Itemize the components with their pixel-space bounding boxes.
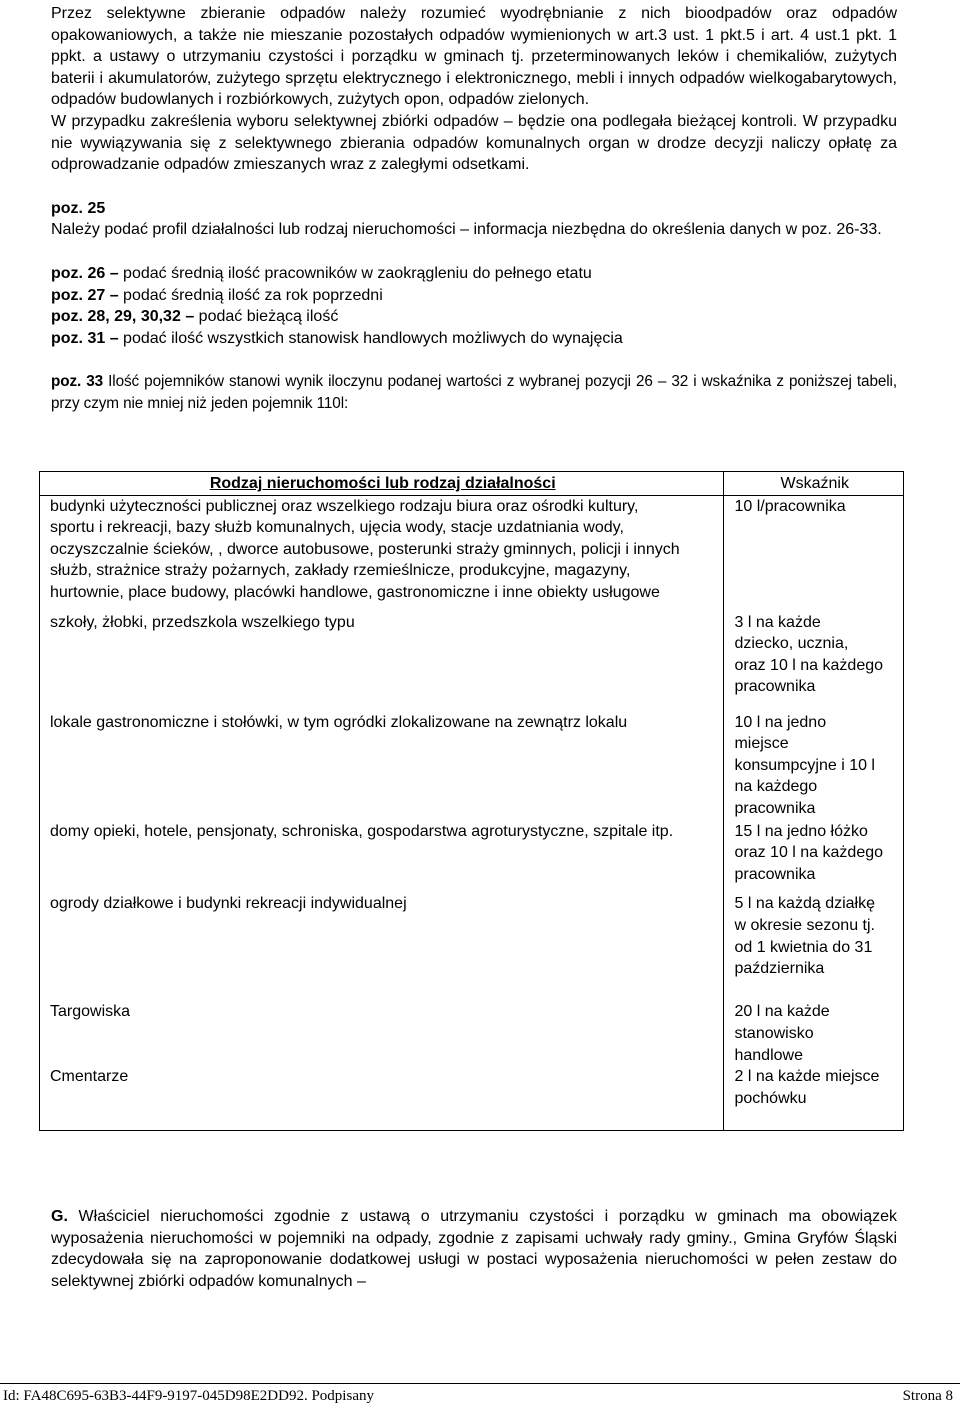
table-header-row — [40, 472, 904, 496]
poz33-text: Ilość pojemników stanowi wynik iloczynu podanej wartości z wybranej pozycji 26 – 32 i wskaźnika z poniższej tabeli, przy czym nie mniej niż jeden pojemnik 110l: — [51, 373, 898, 412]
table-cell-index: 10 l/pracownika — [724, 495, 904, 603]
header-property-type: Rodzaj nieruchomości lub rodzaj działalności — [40, 472, 724, 496]
table-cell-type: Targowiska — [40, 1001, 724, 1066]
poz-list — [51, 263, 897, 349]
table-cell-index: 2 l na każde miejsce pochówku — [724, 1066, 904, 1131]
table-cell-type: Cmentarze — [40, 1066, 724, 1131]
table-row — [40, 1001, 904, 1066]
fee-text: W przypadku nie wywiązywania się z selektywnego zbierania odpadów komunalnych organ w drodze decyzji naliczy opłatę za odprowadzanie odpadów zmieszanych wraz z zaległymi odsetkami. — [51, 112, 897, 174]
selective-collection-paragraph: Przez selektywne zbieranie odpadów należy rozumieć wyodrębnianie z nich bioodpadów oraz odpadów opakowaniowych, a także nie mieszanie pozostałych odpadów wymienionych w art.3 ust. 1 pkt.5 i art. 4 ust.1 pkt. 1 ppkt. a ustawy o utrzymaniu czystości i porządku w gminach tj. przeterminowanych leków i chemikaliów, zużytych baterii i akumulatorów, zużytego sprzętu elektrycznego i elektronicznego, mebli i innych odpadów wielkogabarytowych, odpadów budowlanych i rozbiórkowych, zużytych opon, odpadów zielonych. — [51, 5, 897, 109]
page-number: Strona 8 — [902, 1388, 953, 1404]
table-cell-type: ogrody działkowe i budynki rekreacji indywidualnej — [40, 885, 724, 1001]
control-paragraph — [51, 111, 897, 176]
section-g — [51, 1206, 897, 1292]
section-g-label: G. — [51, 1208, 68, 1225]
poz-list-item: poz. 31 – podać ilość wszystkich stanowisk handlowych możliwych do wynajęcia — [51, 329, 623, 347]
header-index: Wskaźnik — [724, 472, 904, 496]
table-row — [40, 495, 904, 603]
table-cell-type: szkoły, żłobki, przedszkola wszelkiego typu — [40, 604, 724, 712]
poz33-paragraph — [51, 371, 897, 414]
table-cell-index: 10 l na jedno miejsce konsumpcyjne i 10 l na każdego pracownika — [724, 712, 904, 820]
table-cell-index: 5 l na każdą działkę w okresie sezonu tj. od 1 kwietnia do 31 października — [724, 885, 904, 1001]
table-row — [40, 1066, 904, 1131]
poz33-label: poz. 33 — [51, 373, 104, 391]
poz-list-item: poz. 27 – podać średnią ilość za rok poprzedni — [51, 286, 383, 304]
table-cell-index: 15 l na jedno łóżko oraz 10 l na każdego pracownika — [724, 820, 904, 886]
document-id: Id: FA48C695-63B3-44F9-9197-045D98E2DD92. Podpisany — [3, 1388, 374, 1404]
poz25-text: Należy podać profil działalności lub rodzaj nieruchomości – informacja niezbędna do określenia danych w poz. 26-33. — [51, 221, 882, 239]
table-row — [40, 820, 904, 886]
poz-list-item: poz. 26 – podać średnią ilość pracowników w zaokrągleniu do pełnego etatu — [51, 264, 592, 282]
poz25-label: poz. 25 — [51, 199, 106, 217]
poz-list-item: poz. 28, 29, 30,32 – podać bieżącą ilość — [51, 308, 339, 326]
table-row — [40, 885, 904, 1001]
table-row — [40, 712, 904, 820]
footer-divider — [0, 1383, 960, 1384]
control-text: W przypadku zakreślenia wyboru selektywnej zbiórki odpadów – będzie ona podlegała bieżącej kontroli. — [51, 112, 798, 130]
table-cell-type: budynki użyteczności publicznej oraz wszelkiego rodzaju biura oraz ośrodki kultury, sportu i rekreacji, bazy służb komunalnych, ujęcia wody, stacje uzdatniania wody, oczyszczalnie ścieków, , dworce autobusowe, posterunki straży gminnych, policji i innych służb, strażnice straży pożarnych, zakłady rzemieślnicze, produkcyjne, magazyny, hurtownie, place budowy, placówki handlowe, gastronomiczne i inne obiekty usługowe — [40, 495, 724, 603]
section-g-paragraph — [51, 1206, 897, 1292]
table-cell-index: 3 l na każde dziecko, ucznia, oraz 10 l na każdego pracownika — [724, 604, 904, 712]
container-index-table — [39, 471, 904, 1131]
table-cell-index: 20 l na każde stanowisko handlowe — [724, 1001, 904, 1066]
table-row — [40, 604, 904, 712]
poz25-block — [51, 198, 897, 241]
table-cell-type: domy opieki, hotele, pensjonaty, schroniska, gospodarstwa agroturystyczne, szpitale itp. — [40, 820, 724, 886]
table-cell-type: lokale gastronomiczne i stołówki, w tym ogródki zlokalizowane na zewnątrz lokalu — [40, 712, 724, 820]
section-g-text: Właściciel nieruchomości zgodnie z ustawą o utrzymaniu czystości i porządku w gminach ma obowiązek wyposażenia nieruchomości w pojemniki na odpady, zgodnie z zapisami uchwały rady gminy., Gmina Gryfów Śląski zdecydowała się na zaproponowanie dodatkowej usługi w postaci wyposażenia nieruchomości w pełen zestaw do selektywnej zbiórki odpadów komunalnych – — [51, 1208, 897, 1290]
document-body — [51, 3, 897, 415]
